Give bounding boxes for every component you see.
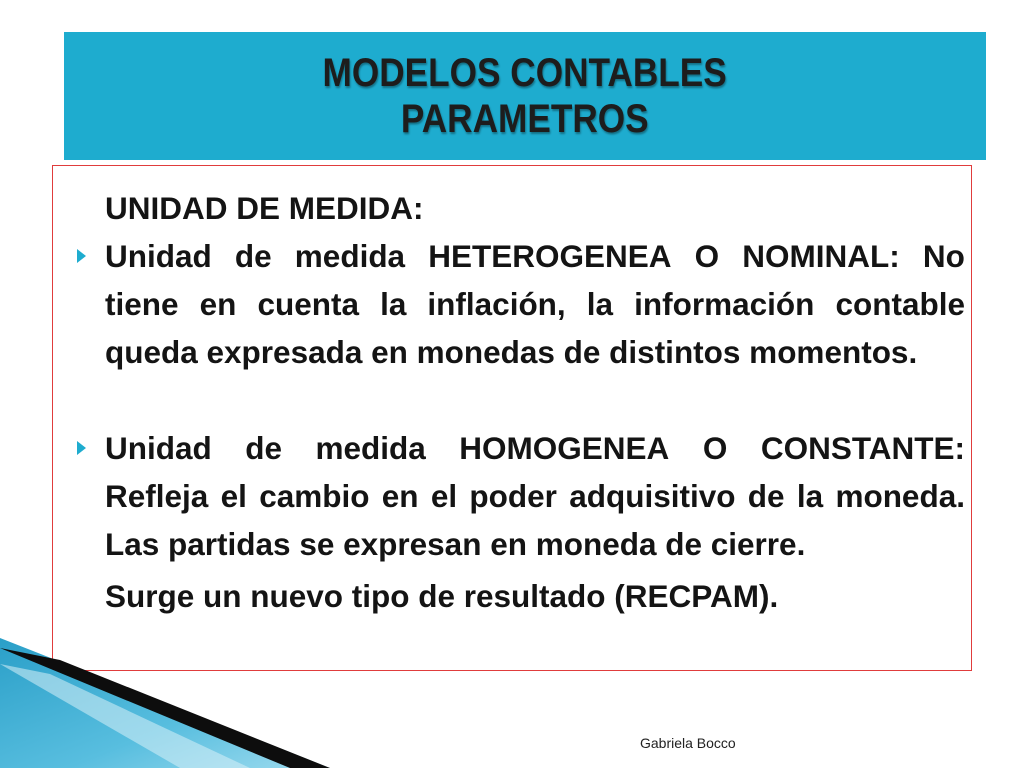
word: Unidad — [105, 238, 212, 274]
closing-paragraph — [105, 572, 965, 620]
word: en — [381, 478, 419, 514]
word: Refleja — [105, 478, 209, 514]
word: tiene — [105, 286, 179, 322]
light-stripe-shape — [0, 664, 250, 768]
bullet-2-line-2 — [105, 472, 965, 520]
word: medida — [294, 238, 406, 274]
word: de — [747, 478, 785, 514]
title-bar — [64, 32, 986, 160]
word: en — [199, 286, 237, 322]
closing-line: Surge un nuevo tipo de resultado (RECPAM). — [105, 578, 779, 614]
word: HOMOGENEA — [459, 430, 670, 466]
heading-paragraph — [105, 184, 965, 232]
word: cuenta — [257, 286, 359, 322]
triangle-bullet-icon — [77, 441, 86, 455]
word: la — [380, 286, 407, 322]
bullet-item-1 — [105, 232, 965, 376]
word: medida — [315, 430, 426, 466]
bullet-2-line-1 — [105, 424, 965, 472]
word: inflación, — [427, 286, 566, 322]
text-block — [105, 184, 965, 620]
word: el — [430, 478, 458, 514]
word: adquisitivo — [569, 478, 736, 514]
bullet-1-line-3: queda expresada en monedas de distintos momentos. — [105, 334, 918, 370]
word: la — [586, 286, 614, 322]
word: de — [245, 430, 283, 466]
word: cambio — [259, 478, 370, 514]
word: de — [234, 238, 272, 274]
bullet-1-line-2 — [105, 280, 965, 328]
bullet-1-line-1 — [105, 232, 965, 280]
word: contable — [835, 286, 965, 322]
word: la — [796, 478, 824, 514]
word: O — [702, 430, 728, 466]
bullet-item-2 — [105, 424, 965, 568]
word: No — [922, 238, 965, 274]
word: información — [634, 286, 815, 322]
slide-title-line-1: MODELOS CONTABLES — [322, 51, 728, 95]
triangle-bullet-icon — [77, 249, 86, 263]
spacer — [105, 376, 965, 424]
heading-text: UNIDAD DE MEDIDA: — [105, 190, 424, 226]
bullet-2-line-3: Las partidas se expresan en moneda de cierre. — [105, 526, 806, 562]
slide-title-line-2: PARAMETROS — [401, 97, 649, 141]
footer-author: Gabriela Bocco — [640, 735, 736, 751]
word: moneda. — [835, 478, 965, 514]
content-box — [52, 165, 972, 671]
word: el — [220, 478, 247, 514]
word: NOMINAL: — [742, 238, 900, 274]
word: O — [694, 238, 720, 274]
word: HETEROGENEA — [428, 238, 672, 274]
word: CONSTANTE: — [760, 430, 965, 466]
word: Unidad — [105, 430, 212, 466]
word: poder — [469, 478, 557, 514]
